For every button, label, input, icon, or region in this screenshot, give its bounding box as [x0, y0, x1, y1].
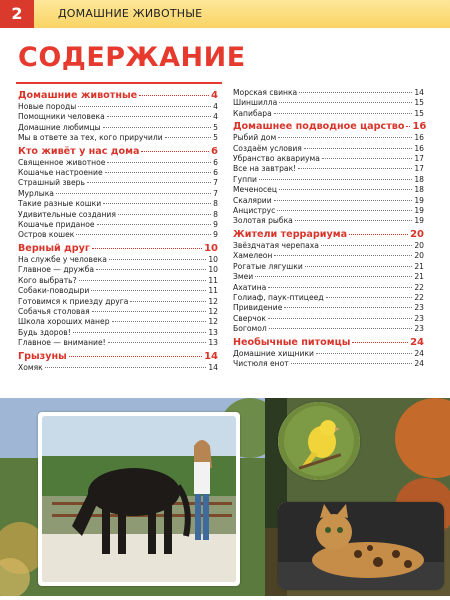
toc-page-number: 24: [410, 336, 424, 348]
toc-entry-title: Помощники человека: [18, 112, 105, 122]
toc-page-number: 22: [414, 292, 424, 302]
toc-page-number: 13: [208, 327, 218, 337]
toc-entry: [233, 293, 424, 303]
toc-page-number: 7: [213, 188, 218, 198]
dot-leader: [279, 189, 412, 190]
section-title: ДОМАШНИЕ ЖИВОТНЫЕ: [58, 7, 203, 20]
toc-entry-title: Собаки-поводыри: [18, 286, 90, 296]
toc-entry: [18, 286, 218, 296]
toc-page-number: 24: [414, 348, 424, 358]
dot-leader: [73, 332, 207, 333]
dot-leader: [279, 102, 412, 103]
dot-leader: [141, 151, 209, 152]
dot-leader: [274, 113, 413, 114]
toc-entry-title: Священное животное: [18, 157, 106, 167]
toc-page-number: 4: [213, 102, 218, 111]
toc-entry-title: Рогатые лягушки: [233, 261, 303, 271]
toc-entry: [233, 303, 424, 313]
toc-entry-title: Анциструс: [233, 206, 276, 216]
toc-page-number: 9: [213, 230, 218, 240]
toc-entry: [233, 185, 424, 195]
toc-entry-title: Чистюля енот: [233, 358, 289, 368]
toc-heading: [18, 145, 218, 158]
toc-page-number: 16: [414, 133, 424, 143]
toc-entry: [18, 265, 218, 275]
toc-entry: [18, 307, 218, 317]
toc-entry-title: Мы в ответе за тех, кого приручили: [18, 133, 163, 143]
dot-leader: [56, 193, 211, 194]
toc-page-number: 22: [414, 282, 424, 292]
toc-entry: [233, 164, 424, 174]
toc-entry: [18, 230, 218, 240]
toc-entry: [18, 123, 218, 133]
toc-entry-title: Кошачье приданое: [18, 220, 95, 230]
dot-leader: [295, 220, 413, 221]
toc-entry: [233, 154, 424, 164]
toc-heading: [233, 336, 424, 349]
canary-photo: [278, 402, 360, 480]
toc-page-number: 6: [213, 168, 218, 178]
dot-leader: [326, 297, 413, 298]
toc-entry: [18, 158, 218, 168]
toc-entry-title: Кто живёт у нас дома: [18, 145, 140, 157]
toc-page-number: 11: [208, 286, 218, 296]
dot-leader: [87, 182, 211, 183]
toc-entry-title: Ахатина: [233, 282, 267, 292]
toc-entry-title: Убранство аквариума: [233, 154, 320, 164]
toc-page-number: 8: [213, 199, 218, 209]
dot-leader: [291, 363, 413, 364]
toc-entry: [18, 189, 218, 199]
toc-entry: [18, 317, 218, 327]
toc-page-number: 11: [208, 275, 218, 285]
dot-leader: [92, 311, 207, 312]
dot-leader: [284, 307, 412, 308]
toc-page-number: 5: [213, 122, 218, 132]
toc-entry: [18, 220, 218, 230]
toc-entry-title: Создаём условия: [233, 143, 302, 153]
toc-page-number: 14: [414, 88, 424, 97]
toc-entry-title: Змеи: [233, 272, 254, 282]
dot-leader: [305, 266, 413, 267]
toc-page-number: 20: [410, 228, 424, 240]
toc-entry-title: Меченосец: [233, 185, 278, 195]
dot-leader: [349, 234, 408, 235]
toc-entry-title: На службе у человека: [18, 254, 107, 264]
toc-entry: [233, 133, 424, 143]
toc-entry-title: Привидение: [233, 303, 283, 313]
toc-entry-title: Скалярии: [233, 195, 272, 205]
toc-page-number: 18: [414, 174, 424, 184]
toc-entry: [233, 196, 424, 206]
toc-entry-title: Главное — дружба: [18, 265, 95, 275]
toc-entry: [18, 102, 218, 112]
toc-entry-title: Домашние животные: [18, 90, 138, 101]
toc-heading: [18, 350, 218, 363]
toc-entry-title: Капибара: [233, 108, 272, 118]
bengal-cat-photo: [278, 502, 444, 590]
toc-right-column: [233, 88, 427, 369]
toc-page-number: 23: [414, 313, 424, 323]
toc-entry: [233, 283, 424, 293]
toc-left-column: [18, 88, 218, 373]
toc-page-number: 15: [414, 108, 424, 118]
toc-entry-title: Хомяк: [18, 362, 43, 372]
dot-leader: [130, 301, 206, 302]
toc-entry: [233, 144, 424, 154]
toc-entry-title: Главное — внимание!: [18, 338, 106, 348]
dot-leader: [352, 342, 408, 343]
toc-entry: [233, 272, 424, 282]
toc-entry: [233, 88, 424, 98]
dot-leader: [103, 127, 212, 128]
toc-entry: [18, 112, 218, 122]
toc-entry-title: Домашнее подводное царство: [233, 121, 405, 133]
dot-leader: [97, 224, 212, 225]
dot-leader: [304, 148, 412, 149]
toc-entry: [233, 98, 424, 108]
toc-page-number: 12: [208, 296, 218, 306]
toc-entry: [233, 241, 424, 251]
toc-page-number: 18: [414, 185, 424, 195]
toc-page-number: 5: [213, 133, 218, 143]
toc-entry-title: Рыбий дом: [233, 133, 277, 143]
toc-entry-title: Гуппи: [233, 174, 257, 184]
dot-leader: [107, 162, 211, 163]
dot-leader: [96, 269, 206, 270]
toc-page-number: 13: [208, 338, 218, 348]
dot-leader: [69, 356, 202, 357]
dot-leader: [139, 95, 209, 96]
toc-page-number: 19: [414, 195, 424, 205]
toc-entry-title: Голиаф, паук-птицеед: [233, 292, 324, 302]
toc-entry-title: Грызуны: [18, 350, 67, 362]
toc-entry: [233, 206, 424, 216]
toc-page-number: 16: [412, 121, 427, 133]
dot-leader: [91, 290, 206, 291]
dot-leader: [255, 276, 412, 277]
toc-page-number: 8: [213, 209, 218, 219]
toc-entry-title: Новые породы: [18, 102, 77, 111]
toc-entry: [18, 210, 218, 220]
toc-page-number: 6: [211, 145, 218, 157]
toc-entry-title: Готовимся к приезду друга: [18, 296, 129, 306]
toc-entry-title: Жители террариума: [233, 228, 348, 240]
toc-page-number: 19: [414, 206, 424, 216]
toc-entry-title: Звёздчатая черепаха: [233, 240, 319, 250]
toc-heading: [18, 242, 218, 255]
toc-page-number: 9: [213, 220, 218, 230]
toc-entry-title: Домашние любимцы: [18, 122, 101, 132]
dot-leader: [322, 158, 412, 159]
toc-heading: [233, 120, 427, 133]
dot-leader: [406, 126, 410, 127]
toc-entry-title: Морская свинка: [233, 88, 298, 97]
toc-entry-title: Кого выбрать?: [18, 275, 77, 285]
dot-leader: [76, 234, 211, 235]
toc-entry-title: Будь здоров!: [18, 327, 71, 337]
toc-entry: [18, 133, 218, 143]
dot-leader: [298, 168, 412, 169]
title-underline: [16, 82, 222, 84]
toc-entry-title: Хамелеон: [233, 251, 273, 261]
toc-page-number: 7: [213, 178, 218, 188]
toc-entry: [18, 297, 218, 307]
dot-leader: [109, 259, 206, 260]
page-title: СОДЕРЖАНИЕ: [18, 42, 246, 73]
dot-leader: [268, 287, 412, 288]
toc-entry-title: Богомол: [233, 324, 267, 334]
dot-leader: [299, 92, 412, 93]
toc-entry: [18, 276, 218, 286]
toc-page-number: 19: [414, 216, 424, 226]
toc-entry-title: Страшный зверь: [18, 178, 85, 188]
toc-page-number: 23: [414, 303, 424, 313]
toc-entry: [233, 324, 424, 334]
toc-entry: [233, 216, 424, 226]
toc-entry: [233, 251, 424, 261]
toc-entry-title: Золотая рыбка: [233, 216, 293, 226]
toc-page-number: 4: [211, 90, 218, 101]
dot-leader: [259, 179, 412, 180]
toc-entry-title: Сверчок: [233, 313, 266, 323]
dot-leader: [278, 137, 412, 138]
toc-entry-title: Мурлыка: [18, 188, 54, 198]
toc-entry: [18, 338, 218, 348]
dot-leader: [107, 116, 211, 117]
toc-page-number: 17: [414, 154, 424, 164]
toc-page-number: 24: [414, 358, 424, 368]
toc-entry: [233, 349, 424, 359]
toc-entry: [18, 328, 218, 338]
toc-entry: [18, 363, 218, 373]
dot-leader: [274, 200, 413, 201]
toc-heading: [233, 228, 424, 241]
page-header: [0, 0, 450, 28]
toc-entry-title: Все на завтрак!: [233, 164, 297, 174]
dot-leader: [112, 321, 207, 322]
toc-page-number: 21: [414, 261, 424, 271]
toc-page-number: 14: [208, 362, 218, 372]
toc-page-number: 4: [213, 112, 218, 122]
toc-entry: [18, 199, 218, 209]
toc-entry-title: Школа хороших манер: [18, 317, 110, 327]
toc-page-number: 20: [414, 240, 424, 250]
dot-leader: [103, 203, 211, 204]
toc-entry: [233, 262, 424, 272]
toc-entry-title: Кошачье настроение: [18, 168, 103, 178]
dot-leader: [118, 214, 211, 215]
toc-page-number: 17: [414, 164, 424, 174]
toc-page-number: 10: [208, 265, 218, 275]
toc-entry-title: Верный друг: [18, 242, 90, 254]
dot-leader: [105, 172, 212, 173]
toc-page-number: 20: [414, 251, 424, 261]
dot-leader: [78, 106, 211, 107]
dot-leader: [274, 255, 412, 256]
toc-page-number: 12: [208, 317, 218, 327]
toc-entry: [233, 175, 424, 185]
toc-entry-title: Остров кошек: [18, 230, 75, 240]
toc-page-number: 15: [414, 98, 424, 108]
toc-entry: [18, 168, 218, 178]
toc-entry: [233, 359, 424, 369]
dot-leader: [321, 245, 412, 246]
toc-entry-title: Удивительные создания: [18, 209, 116, 219]
toc-page-number: 12: [208, 306, 218, 316]
toc-entry: [18, 255, 218, 265]
toc-entry-title: Необычные питомцы: [233, 336, 351, 348]
toc-entry-title: Домашние хищники: [233, 348, 314, 358]
toc-page-number: 23: [414, 324, 424, 334]
dot-leader: [316, 353, 412, 354]
dot-leader: [45, 367, 207, 368]
toc-entry-title: Собачья столовая: [18, 306, 90, 316]
toc-page-number: 14: [204, 350, 218, 362]
dot-leader: [269, 328, 413, 329]
toc-page-number: 10: [208, 254, 218, 264]
dot-leader: [92, 248, 202, 249]
page-number: 2: [0, 0, 34, 28]
toc-entry: [233, 314, 424, 324]
dot-leader: [79, 280, 207, 281]
toc-page-number: 16: [414, 143, 424, 153]
toc-entry-title: Такие разные кошки: [18, 199, 102, 209]
toc-page-number: 10: [204, 242, 218, 254]
toc-entry: [233, 109, 424, 119]
toc-page-number: 21: [414, 272, 424, 282]
dot-leader: [268, 318, 412, 319]
toc-page-number: 6: [213, 157, 218, 167]
toc-heading: [18, 89, 218, 102]
dot-leader: [277, 210, 412, 211]
toc-entry-title: Шиншилла: [233, 98, 278, 108]
dot-leader: [108, 342, 207, 343]
dot-leader: [165, 137, 212, 138]
horse-photo: [38, 412, 240, 586]
toc-entry: [18, 178, 218, 188]
